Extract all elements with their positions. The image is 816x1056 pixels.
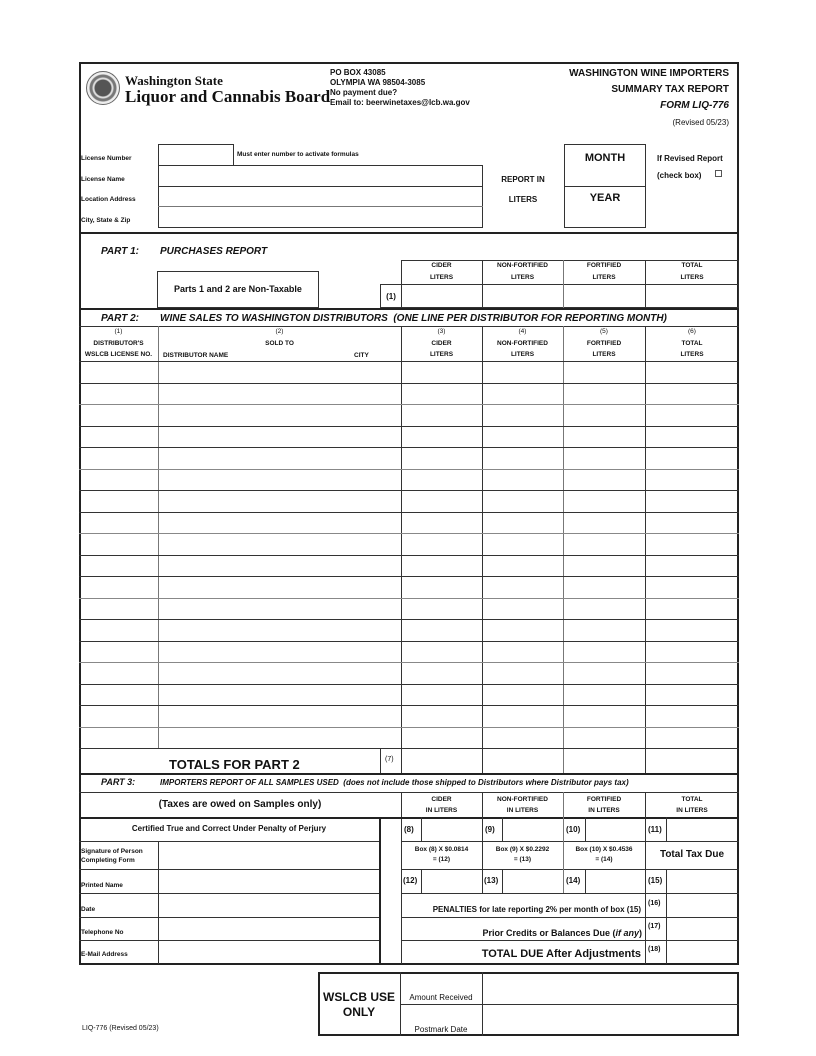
divider <box>564 186 646 187</box>
divider <box>379 817 381 964</box>
part2-license-no-input[interactable] <box>80 362 157 382</box>
box-12-input[interactable] <box>422 870 481 892</box>
box-15-label: (15) <box>648 876 663 885</box>
part2-fortified-input[interactable] <box>564 620 644 640</box>
section-divider <box>79 773 739 775</box>
month-label: MONTH <box>584 152 626 164</box>
part2-fortified-input[interactable] <box>564 706 644 726</box>
box-8-label: (8) <box>404 825 414 834</box>
part2-total-input[interactable] <box>646 728 738 748</box>
col-label: CIDER <box>431 796 452 803</box>
revised-report-label: If Revised Report <box>657 154 723 163</box>
part2-license-no-input[interactable] <box>80 513 157 533</box>
part2-non-fortified-input[interactable] <box>483 448 562 468</box>
part2-cider-input[interactable] <box>402 534 481 554</box>
part2-license-no-input[interactable] <box>80 663 157 683</box>
part2-distributor-name-input[interactable] <box>159 728 400 748</box>
part2-cider-input[interactable] <box>402 728 481 748</box>
section-divider <box>79 232 739 234</box>
part2-distributor-name-input[interactable] <box>159 491 400 511</box>
part2-total-input[interactable] <box>646 470 738 490</box>
col-label: TOTAL <box>681 796 703 803</box>
part2-non-fortified-input[interactable] <box>483 577 562 597</box>
part2-distributor-name-input[interactable] <box>159 362 400 382</box>
rate-formula-cider <box>401 845 482 865</box>
postmark-date-label: Postmark Date <box>414 1025 468 1034</box>
part2-fortified-input[interactable] <box>564 362 644 382</box>
formula-line: Box (8) X $0.0814 <box>414 846 469 853</box>
part2-non-fortified-input[interactable] <box>483 620 562 640</box>
label-text: Prior Credits or Balances Due ( <box>482 928 616 938</box>
col-label: DISTRIBUTOR'S <box>93 339 144 347</box>
divider <box>482 869 483 893</box>
telephone-input[interactable] <box>159 918 378 939</box>
part2-cider-input[interactable] <box>402 405 481 425</box>
box-13-label: (13) <box>484 876 499 885</box>
address-line: No payment due? <box>330 88 398 97</box>
total-due-label: TOTAL DUE After Adjustments <box>481 948 641 960</box>
box-10-input[interactable] <box>586 818 644 840</box>
part2-fortified-input[interactable] <box>564 685 644 705</box>
col-num: (6) <box>688 328 696 335</box>
part1-non-fortified-input[interactable] <box>483 285 562 307</box>
label-line: Completing Form <box>81 857 135 864</box>
title-line: ONLY <box>342 1005 376 1019</box>
col-unit: IN LITERS <box>425 807 458 814</box>
part2-city-header: CITY <box>354 352 369 359</box>
box-18-label: (18) <box>648 946 661 953</box>
divider <box>482 817 483 841</box>
formula-line: Box (10) X $0.4536 <box>575 846 633 853</box>
part2-col-sold-to <box>158 326 401 349</box>
license-number-label: License Number <box>81 155 132 162</box>
part1-title: PURCHASES REPORT <box>160 246 268 257</box>
part2-license-no-input[interactable] <box>80 599 157 619</box>
office-use-title <box>318 990 400 1020</box>
part2-totals-line-number: (7) <box>385 756 394 763</box>
agency-name-line2: Liquor and Cannabis Board <box>125 87 331 106</box>
box-17-label: (17) <box>648 923 661 930</box>
part2-distributor-name-header: DISTRIBUTOR NAME <box>163 352 229 359</box>
col-label: NON-FORTIFIED <box>497 796 548 803</box>
date-label: Date <box>81 906 96 913</box>
part2-total-input[interactable] <box>646 427 738 447</box>
part2-fortified-input[interactable] <box>564 448 644 468</box>
box-8-input[interactable] <box>422 818 481 840</box>
liters-label: LITERS <box>508 195 538 204</box>
part2-total-input[interactable] <box>646 599 738 619</box>
report-in-label: REPORT IN <box>501 175 545 184</box>
formula-line: = (13) <box>513 856 532 863</box>
col-unit: LITERS <box>680 274 704 281</box>
part2-total-input[interactable] <box>646 534 738 554</box>
form-title-line1: WASHINGTON WINE IMPORTERS <box>569 68 729 79</box>
box-9-input[interactable] <box>503 818 562 840</box>
box-15-input[interactable] <box>667 870 738 892</box>
location-address-input[interactable] <box>159 187 482 206</box>
divider <box>563 869 564 893</box>
part2-total-input[interactable] <box>646 405 738 425</box>
part2-fortified-input[interactable] <box>564 663 644 683</box>
part2-distributor-name-input[interactable] <box>159 405 400 425</box>
part2-total-input[interactable] <box>646 620 738 640</box>
part3-col-fortified <box>563 794 645 816</box>
part1-label: PART 1: <box>101 246 139 257</box>
col-label: WSLCB LICENSE NO. <box>84 351 153 358</box>
email-input[interactable] <box>159 941 378 963</box>
part2-distributor-name-input[interactable] <box>159 685 400 705</box>
license-name-label: License Name <box>81 176 125 183</box>
signature-label <box>81 847 143 865</box>
part2-non-fortified-input[interactable] <box>483 556 562 576</box>
col-num: (1) <box>114 328 123 335</box>
box-13-input[interactable] <box>503 870 562 892</box>
part2-non-fortified-input[interactable] <box>483 534 562 554</box>
form-title-line2: SUMMARY TAX REPORT <box>611 84 729 95</box>
divider <box>79 792 739 793</box>
part1-col-non-fortified <box>482 260 563 284</box>
part2-total-input[interactable] <box>646 642 738 662</box>
part2-fortified-input[interactable] <box>564 577 644 597</box>
license-name-input[interactable] <box>159 166 482 186</box>
address-line: PO BOX 43085 <box>330 68 386 77</box>
part2-license-no-input[interactable] <box>80 534 157 554</box>
box-11-input[interactable] <box>667 818 738 840</box>
agency-name-line1: Washington State <box>125 73 223 88</box>
part2-fortified-input[interactable] <box>564 427 644 447</box>
part2-cider-input[interactable] <box>402 491 481 511</box>
part2-license-no-input[interactable] <box>80 556 157 576</box>
part2-cider-input[interactable] <box>402 556 481 576</box>
col-unit: IN LITERS <box>676 807 708 814</box>
part2-distributor-name-input[interactable] <box>159 577 400 597</box>
part1-total-input[interactable] <box>646 285 738 307</box>
part2-non-fortified-input[interactable] <box>483 427 562 447</box>
part2-total-input[interactable] <box>646 706 738 726</box>
part2-total-cider-input[interactable] <box>402 749 481 772</box>
part2-distributor-name-input[interactable] <box>159 448 400 468</box>
part2-license-no-input[interactable] <box>80 685 157 705</box>
part2-cider-input[interactable] <box>402 685 481 705</box>
box-12-label: (12) <box>403 876 418 885</box>
part2-cider-input[interactable] <box>402 470 481 490</box>
part2-fortified-input[interactable] <box>564 513 644 533</box>
part2-total-input[interactable] <box>646 491 738 511</box>
part2-fortified-input[interactable] <box>564 599 644 619</box>
formula-line: Box (9) X $0.2292 <box>495 846 550 853</box>
part2-fortified-input[interactable] <box>564 642 644 662</box>
col-label: FORTIFIED <box>586 262 622 269</box>
box-18-input[interactable] <box>667 941 738 963</box>
col-label: CIDER <box>431 339 452 347</box>
formula-line: = (14) <box>595 856 613 863</box>
col-unit: LITERS <box>429 274 454 281</box>
wslcb-seal-icon <box>86 71 120 105</box>
part2-cider-input[interactable] <box>402 663 481 683</box>
part2-total-fortified-input[interactable] <box>564 749 644 772</box>
col-label: NON-FORTIFIED <box>497 262 548 269</box>
signature-input[interactable] <box>159 842 378 868</box>
col-label: SOLD TO <box>265 339 294 347</box>
col-unit: IN LITERS <box>506 807 539 814</box>
mailing-address <box>330 68 470 108</box>
col-label: LITERS <box>510 351 535 358</box>
footer-form-id: LIQ-776 (Revised 05/23) <box>82 1025 159 1032</box>
part2-cider-input[interactable] <box>402 362 481 382</box>
part2-distributor-name-input[interactable] <box>159 663 400 683</box>
part2-fortified-input[interactable] <box>564 384 644 404</box>
non-taxable-note: Parts 1 and 2 are Non-Taxable <box>174 284 302 294</box>
part2-non-fortified-input[interactable] <box>483 513 562 533</box>
part2-license-no-input[interactable] <box>80 577 157 597</box>
penalties-label: PENALTIES for late reporting 2% per month of box (15) <box>432 905 641 914</box>
part2-total-total-input[interactable] <box>646 749 738 772</box>
part2-license-no-input[interactable] <box>80 427 157 447</box>
part2-non-fortified-input[interactable] <box>483 706 562 726</box>
part2-col-total <box>645 326 739 361</box>
part2-distributor-name-input[interactable] <box>159 534 400 554</box>
part2-total-input[interactable] <box>646 577 738 597</box>
col-unit: LITERS <box>592 274 616 281</box>
col-label: TOTAL <box>681 339 703 347</box>
col-unit: LITERS <box>510 274 535 281</box>
part2-total-input[interactable] <box>646 556 738 576</box>
title-line: WSLCB USE <box>323 990 395 1004</box>
part2-col-cider <box>401 326 482 361</box>
part2-non-fortified-input[interactable] <box>483 599 562 619</box>
revised-report-checkbox[interactable] <box>715 170 722 177</box>
col-num: (3) <box>437 328 446 335</box>
divider <box>401 841 739 842</box>
box-16-input[interactable] <box>667 894 738 916</box>
box-9-label: (9) <box>485 825 495 834</box>
part2-license-no-input[interactable] <box>80 470 157 490</box>
part2-cider-input[interactable] <box>402 427 481 447</box>
rate-formula-fortified <box>563 845 645 865</box>
address-line: OLYMPIA WA 98504-3085 <box>330 78 426 87</box>
part2-fortified-input[interactable] <box>564 728 644 748</box>
divider <box>645 817 646 841</box>
city-state-zip-input[interactable] <box>159 207 482 227</box>
part1-col-total <box>645 260 739 284</box>
section-divider <box>79 308 739 310</box>
part2-total-input[interactable] <box>646 685 738 705</box>
col-label: LITERS <box>680 351 704 358</box>
city-state-zip-label: City, State & Zip <box>81 217 131 224</box>
col-unit: IN LITERS <box>588 807 620 814</box>
divider <box>400 1004 739 1005</box>
rate-formula-non-fortified <box>482 845 563 865</box>
part2-distributor-name-input[interactable] <box>159 706 400 726</box>
label-italic: if any <box>615 928 639 938</box>
part2-license-no-input[interactable] <box>80 620 157 640</box>
part2-license-no-input[interactable] <box>80 491 157 511</box>
part2-cider-input[interactable] <box>402 577 481 597</box>
part2-distributor-name-input[interactable] <box>159 642 400 662</box>
part3-col-total <box>645 794 739 816</box>
location-address-label: Location Address <box>81 196 136 203</box>
label-line: Signature of Person <box>81 848 143 855</box>
amount-received-label: Amount Received <box>409 993 473 1002</box>
part1-cider-input[interactable] <box>402 285 481 307</box>
col-label: CIDER <box>431 262 452 269</box>
part2-total-input[interactable] <box>646 513 738 533</box>
part2-fortified-input[interactable] <box>564 470 644 490</box>
col-label: FORTIFIED <box>586 339 622 347</box>
month-input[interactable] <box>566 166 644 184</box>
part2-fortified-input[interactable] <box>564 534 644 554</box>
part2-cider-input[interactable] <box>402 448 481 468</box>
telephone-label: Telephone No <box>81 929 124 936</box>
part2-distributor-name-input[interactable] <box>159 470 400 490</box>
col-label: NON-FORTIFIED <box>497 339 548 347</box>
part2-license-no-input[interactable] <box>80 642 157 662</box>
part2-fortified-input[interactable] <box>564 556 644 576</box>
divider <box>482 792 483 817</box>
col-num: (4) <box>518 328 527 335</box>
box-14-input[interactable] <box>586 870 644 892</box>
part2-non-fortified-input[interactable] <box>483 642 562 662</box>
license-number-note: Must enter number to activate formulas <box>237 151 359 158</box>
part2-cider-input[interactable] <box>402 642 481 662</box>
part2-cider-input[interactable] <box>402 706 481 726</box>
part2-fortified-input[interactable] <box>564 405 644 425</box>
col-label: TOTAL <box>681 262 703 269</box>
part2-title: WINE SALES TO WASHINGTON DISTRIBUTORS (ONE LINE PER DISTRIBUTOR FOR REPORTING MONTH) <box>160 313 667 324</box>
part2-totals-label: TOTALS FOR PART 2 <box>169 757 300 772</box>
part2-non-fortified-input[interactable] <box>483 491 562 511</box>
part2-license-no-input[interactable] <box>80 448 157 468</box>
col-label: LITERS <box>429 351 454 358</box>
part2-col-license-no <box>79 326 158 361</box>
part2-total-input[interactable] <box>646 448 738 468</box>
part2-license-no-input[interactable] <box>80 384 157 404</box>
part2-non-fortified-input[interactable] <box>483 728 562 748</box>
part2-distributor-name-input[interactable] <box>159 384 400 404</box>
part2-distributor-name-input[interactable] <box>159 599 400 619</box>
part2-license-no-input[interactable] <box>80 728 157 748</box>
part3-col-non-fortified <box>482 794 563 816</box>
box-16-label: (16) <box>648 900 661 907</box>
box-10-label: (10) <box>566 825 581 834</box>
part2-non-fortified-input[interactable] <box>483 384 562 404</box>
printed-name-input[interactable] <box>159 870 378 892</box>
divider <box>380 748 381 773</box>
part3-title: IMPORTERS REPORT OF ALL SAMPLES USED (does not include those shipped to Distributors where Distributor pays tax) <box>160 778 629 787</box>
label-text: ) <box>639 928 642 938</box>
part2-col-non-fortified <box>482 326 563 361</box>
year-label: YEAR <box>589 192 621 204</box>
prior-credits-label <box>401 928 642 938</box>
box-17-input[interactable] <box>667 918 738 939</box>
part3-taxes-note: (Taxes are owed on Samples only) <box>158 799 322 810</box>
part2-cider-input[interactable] <box>402 599 481 619</box>
divider <box>563 817 564 841</box>
col-num: (5) <box>600 328 608 335</box>
part2-cider-input[interactable] <box>402 513 481 533</box>
revised-date: (Revised 05/23) <box>672 118 729 127</box>
part2-cider-input[interactable] <box>402 384 481 404</box>
part2-non-fortified-input[interactable] <box>483 470 562 490</box>
license-number-input[interactable] <box>159 145 233 165</box>
part2-non-fortified-input[interactable] <box>483 663 562 683</box>
divider <box>645 792 646 817</box>
part2-non-fortified-input[interactable] <box>483 405 562 425</box>
part1-col-fortified <box>563 260 645 284</box>
part2-cider-input[interactable] <box>402 620 481 640</box>
col-num: (2) <box>275 328 284 335</box>
part2-label: PART 2: <box>101 313 139 324</box>
part1-col-cider <box>401 260 482 284</box>
part2-total-input[interactable] <box>646 362 738 382</box>
part2-distributor-name-input[interactable] <box>159 513 400 533</box>
part3-col-cider <box>401 794 482 816</box>
part2-distributor-name-input[interactable] <box>159 620 400 640</box>
divider <box>645 869 646 964</box>
email-label: E-Mail Address <box>81 951 128 958</box>
part2-total-input[interactable] <box>646 663 738 683</box>
formula-line: = (12) <box>432 856 451 863</box>
part2-total-non-fortified-input[interactable] <box>483 749 562 772</box>
part3-label: PART 3: <box>101 777 136 787</box>
col-label: LITERS <box>592 351 616 358</box>
form-number: FORM LIQ-776 <box>660 100 729 111</box>
part2-non-fortified-input[interactable] <box>483 685 562 705</box>
part1-fortified-input[interactable] <box>564 285 644 307</box>
date-input[interactable] <box>159 894 378 916</box>
part2-license-no-input[interactable] <box>80 405 157 425</box>
year-input[interactable] <box>566 207 644 226</box>
certification-title: Certified True and Correct Under Penalty of Perjury <box>131 824 327 833</box>
part2-fortified-input[interactable] <box>564 491 644 511</box>
box-11-label: (11) <box>648 825 662 834</box>
box-14-label: (14) <box>566 876 581 885</box>
part2-distributor-name-input[interactable] <box>159 556 400 576</box>
part2-license-no-input[interactable] <box>80 706 157 726</box>
part2-total-input[interactable] <box>646 384 738 404</box>
divider <box>563 792 564 817</box>
check-box-label: (check box) <box>657 171 702 180</box>
part1-line-number: (1) <box>386 292 396 301</box>
col-label: FORTIFIED <box>586 796 622 803</box>
part2-distributor-name-input[interactable] <box>159 427 400 447</box>
printed-name-label: Printed Name <box>81 882 123 889</box>
part2-non-fortified-input[interactable] <box>483 362 562 382</box>
email-line: Email to: beerwinetaxes@lcb.wa.gov <box>330 98 470 107</box>
part2-col-fortified <box>563 326 645 361</box>
total-tax-due-label: Total Tax Due <box>659 849 725 860</box>
